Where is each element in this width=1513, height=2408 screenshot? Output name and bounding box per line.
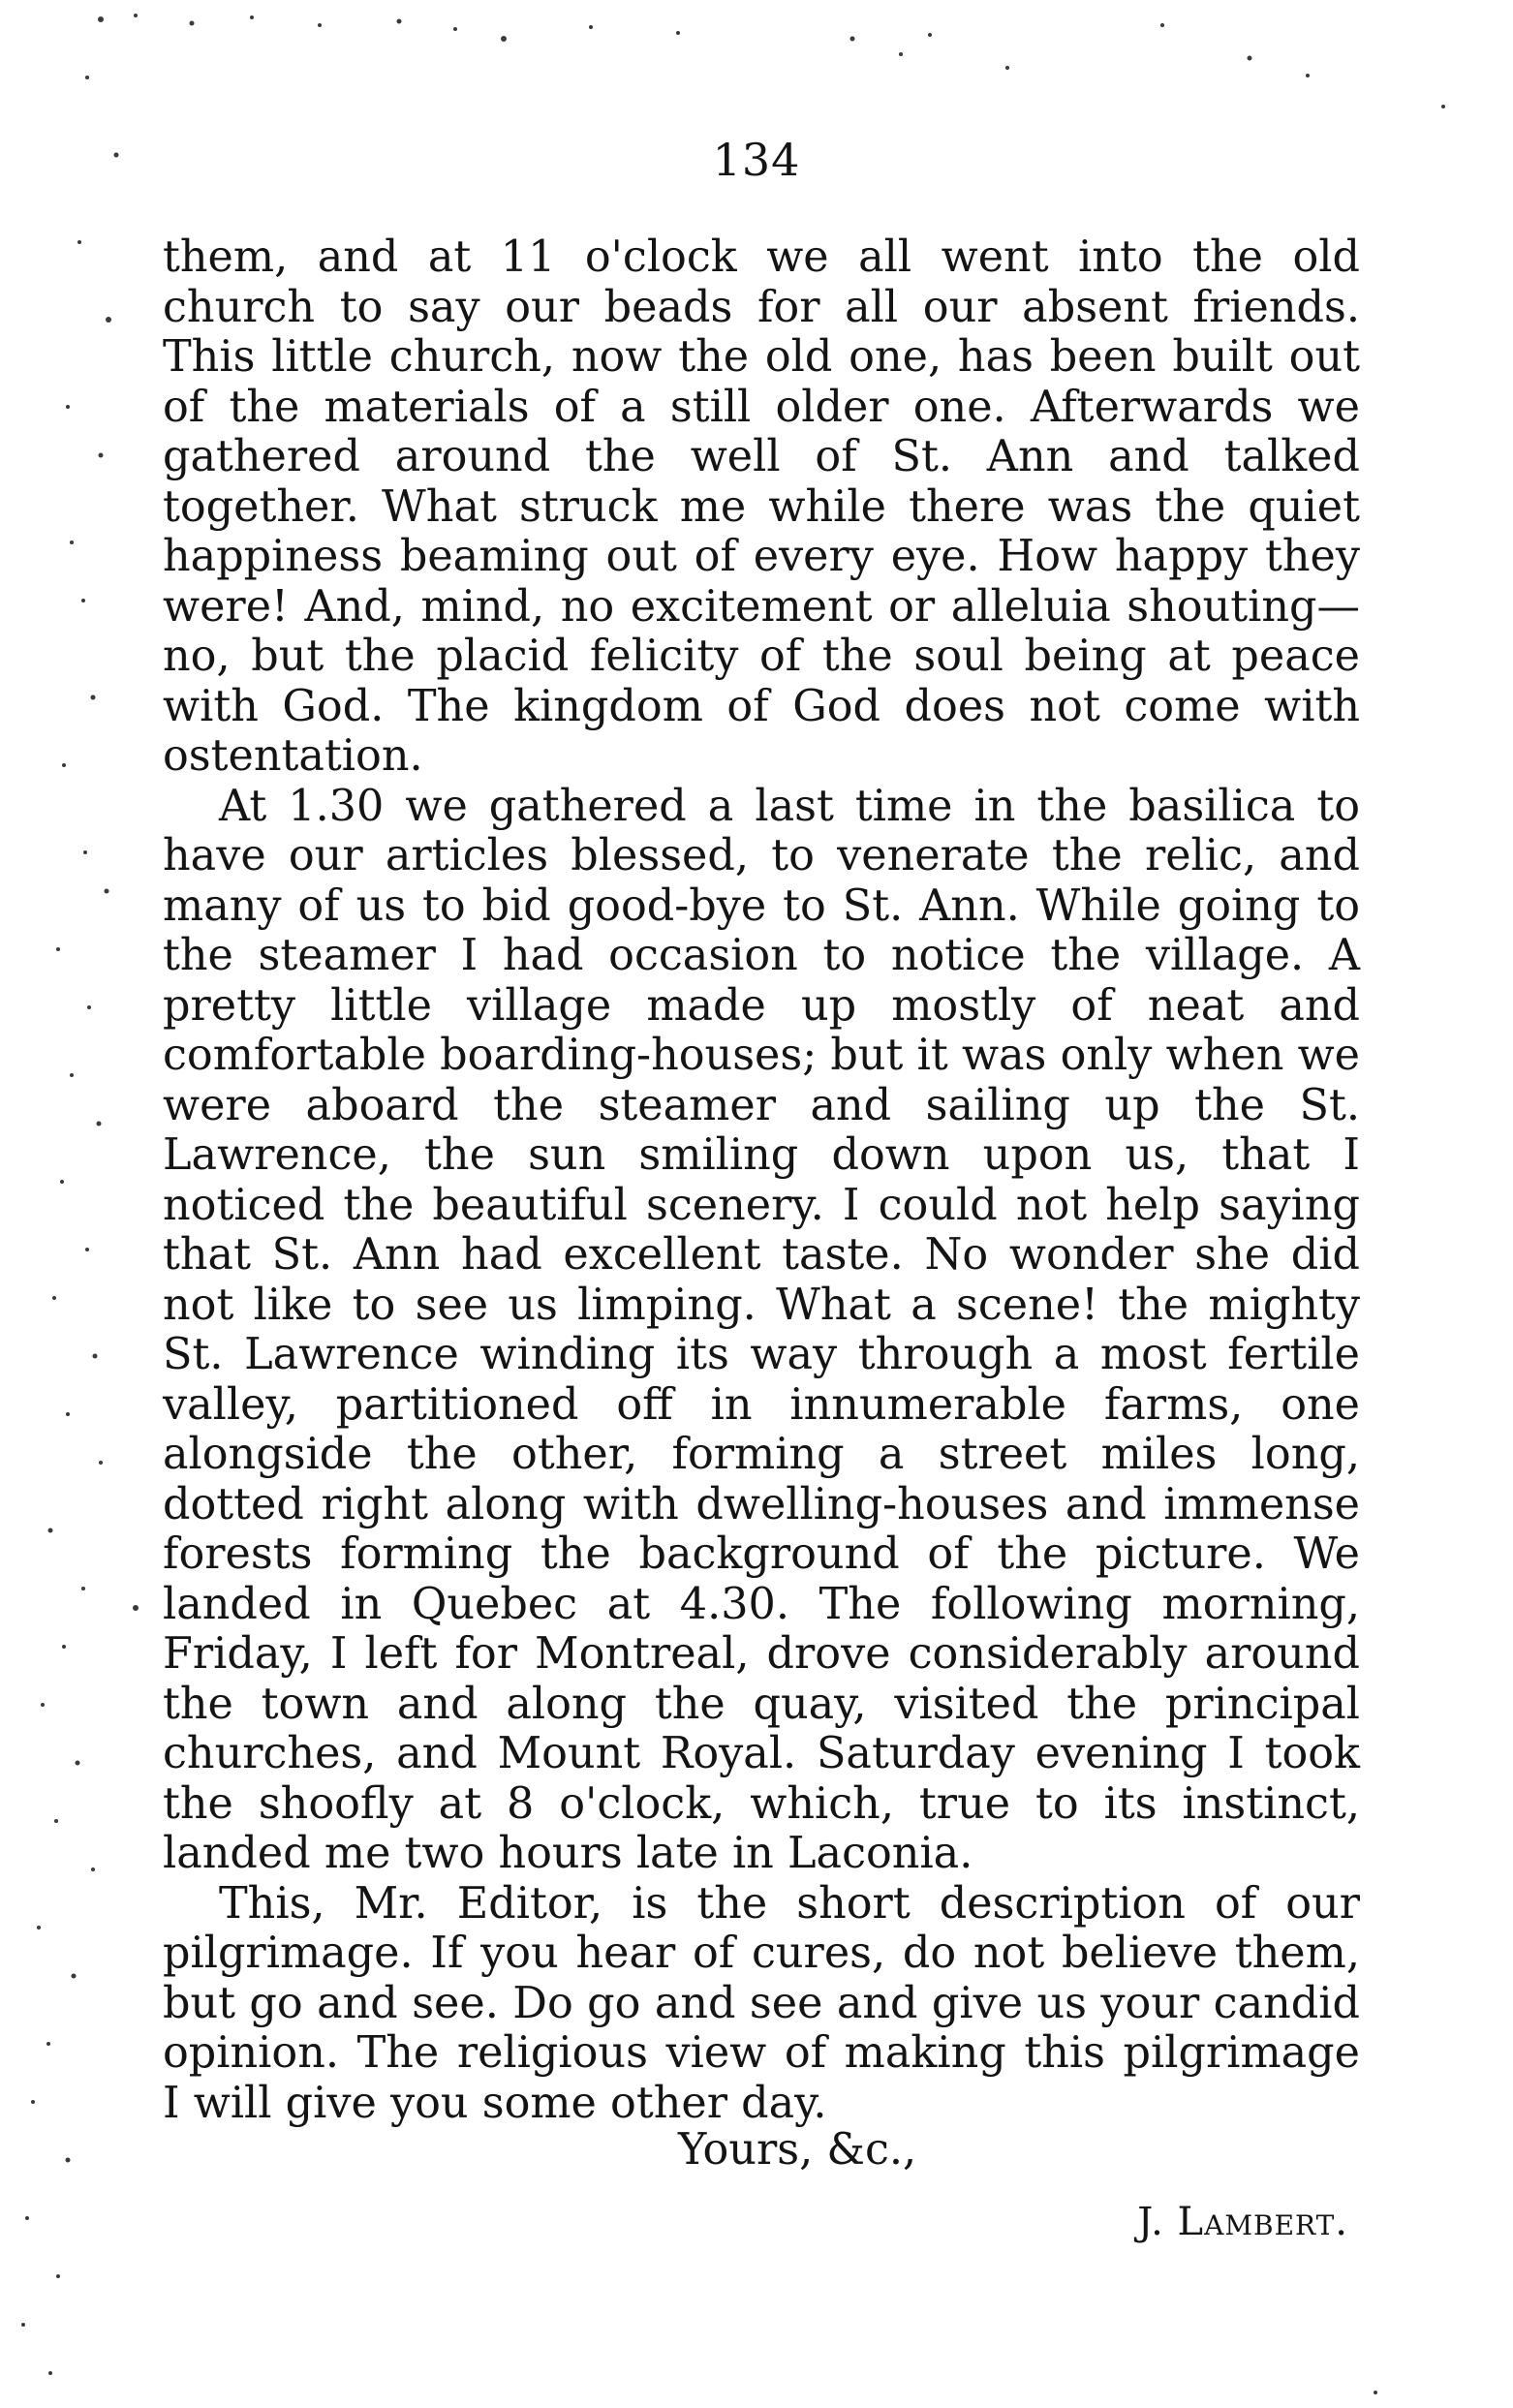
paragraph-continuation: them, and at 11 o'clock we all went into the old church to say our beads for all our absent friends. This little church, now the old one, has been built out of the materials of a still older one. Afterwards we gathered around the well of St. Ann and talked together. What struck me while there was the quiet happiness beaming out of every eye. How happy they were! And, mind, no excitement or alleluia shouting—no, but the placid felicity of the soul being at peace with God. The kingdom of God does not come with ostentation. <box>163 232 1360 781</box>
letter-signature: J. Lambert. <box>1137 2200 1348 2244</box>
paragraph-closing-remarks: This, Mr. Editor, is the short description of our pilgrimage. If you hear of cures, do not believe them, but go and see. Do go and see and give us your candid opinion. The religious view of making this pilgrimage I will give you some other day. <box>163 1878 1360 2128</box>
paragraph-return-journey: At 1.30 we gathered a last time in the basilica to have our articles blessed, to venerate the relic, and many of us to bid good-bye to St. Ann. While going to the steamer I had occasion to notice the village. A pretty little village made up mostly of neat and comfortable boarding-houses; but it was only when we were aboard the steamer and sailing up the St. Lawrence, the sun smiling down upon us, that I noticed the beautiful scenery. I could not help saying that St. Ann had excellent taste. No wonder she did not like to see us limping. What a scene! the mighty St. Lawrence winding its way through a most fertile valley, partitioned off in innumerable farms, one alongside the other, forming a street miles long, dotted right along with dwelling-houses and immense forests forming the background of the picture. We landed in Quebec at 4.30. The following morning, Friday, I left for Montreal, drove considerably around the town and along the quay, visited the principal churches, and Mount Royal. Saturday evening I took the shoofly at 8 o'clock, which, true to its instinct, landed me two hours late in Laconia. <box>163 781 1360 1878</box>
page-number: 134 <box>712 134 801 186</box>
letter-body <box>163 232 1360 2128</box>
letter-closing: Yours, &c., <box>678 2125 917 2175</box>
